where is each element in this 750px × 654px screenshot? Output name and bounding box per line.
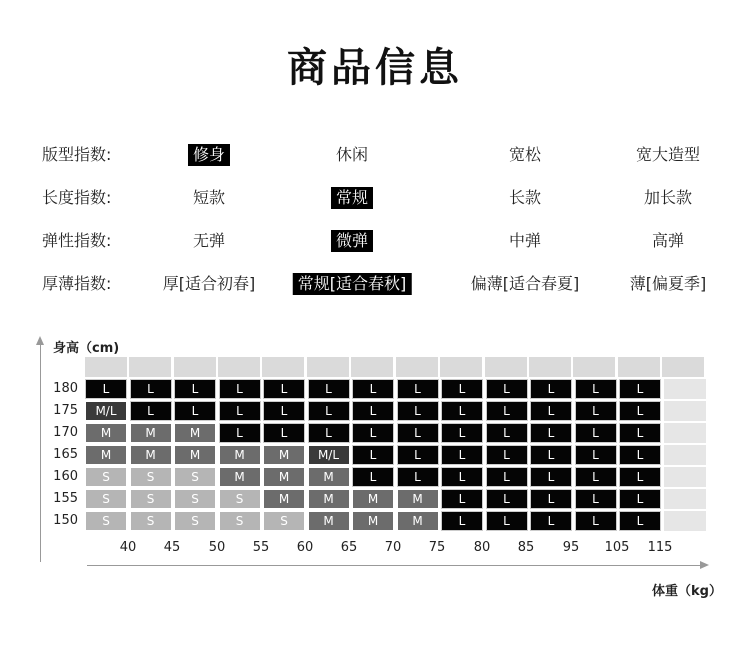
chart-padding-cell [664, 467, 706, 487]
size-cell: S [130, 467, 172, 487]
weight-tick: 65 [340, 540, 358, 555]
weight-tick: 115 [647, 540, 673, 555]
height-tick: 160 [53, 469, 78, 484]
weight-tick: 40 [119, 540, 137, 555]
chart-header-cell [174, 357, 216, 377]
chart-padding-cell [664, 489, 706, 509]
attribute-option-selected: 常规[适合春秋] [293, 273, 412, 295]
x-axis-line [87, 565, 702, 566]
size-cell: M [219, 445, 261, 465]
size-cell: M [174, 423, 216, 443]
attribute-option: 长款 [508, 188, 542, 207]
attribute-label: 弹性指数: [42, 231, 112, 250]
weight-tick: 70 [384, 540, 402, 555]
chart-header-cell [351, 357, 393, 377]
size-cell: L [486, 489, 528, 509]
y-axis-arrow-icon [36, 336, 44, 345]
attribute-row [0, 142, 750, 168]
size-cell: L [352, 379, 394, 399]
size-cell: L [530, 379, 572, 399]
chart-header-cell [262, 357, 304, 377]
chart-header-cell [129, 357, 171, 377]
size-cell: S [174, 511, 216, 531]
weight-tick: 45 [163, 540, 181, 555]
size-cell: L [575, 467, 617, 487]
attribute-option-selected: 常规 [331, 187, 373, 209]
height-tick: 175 [53, 403, 78, 418]
size-cell: L [619, 467, 661, 487]
chart-padding-cell [664, 423, 706, 443]
size-cell: L [486, 467, 528, 487]
size-cell: L [575, 445, 617, 465]
height-tick: 165 [53, 447, 78, 462]
size-cell: L [263, 401, 305, 421]
size-cell: M [352, 489, 394, 509]
size-cell: L [619, 511, 661, 531]
weight-tick: 60 [296, 540, 314, 555]
weight-tick: 75 [428, 540, 446, 555]
size-cell: M [352, 511, 394, 531]
attribute-label: 版型指数: [42, 145, 112, 164]
chart-padding-cell [664, 511, 706, 531]
size-cell: S [130, 489, 172, 509]
attribute-row [0, 228, 750, 254]
attribute-row [0, 271, 750, 297]
size-cell: L [308, 379, 350, 399]
size-cell: L [619, 445, 661, 465]
attribute-option: 偏薄[适合春夏] [470, 274, 580, 293]
size-cell: M [308, 511, 350, 531]
attribute-option-selected: 修身 [188, 144, 230, 166]
chart-padding-cell [664, 401, 706, 421]
size-cell: L [397, 467, 439, 487]
height-tick: 150 [53, 513, 78, 528]
size-cell: M [219, 467, 261, 487]
size-cell: L [575, 511, 617, 531]
size-cell: L [441, 445, 483, 465]
attribute-option: 薄[偏夏季] [629, 274, 707, 293]
size-cell: L [619, 423, 661, 443]
size-cell: L [619, 401, 661, 421]
attribute-option: 无弹 [192, 231, 226, 250]
size-cell: M [85, 445, 127, 465]
y-axis-label: 身高（cm) [53, 341, 120, 356]
attribute-option: 短款 [192, 188, 226, 207]
size-cell: L [219, 379, 261, 399]
size-cell: L [441, 423, 483, 443]
size-cell: M [130, 423, 172, 443]
chart-header-cell [307, 357, 349, 377]
size-cell: S [263, 511, 305, 531]
attribute-option: 厚[适合初春] [162, 274, 256, 293]
size-cell: L [174, 401, 216, 421]
size-cell: L [263, 379, 305, 399]
attribute-option: 中弹 [508, 231, 542, 250]
size-cell: L [397, 379, 439, 399]
size-cell: L [308, 423, 350, 443]
size-cell: L [486, 511, 528, 531]
chart-header-cell [485, 357, 527, 377]
attribute-option: 高弹 [651, 231, 685, 250]
attribute-option-selected: 微弹 [331, 230, 373, 252]
height-tick: 170 [53, 425, 78, 440]
attribute-option: 休闲 [335, 145, 369, 164]
size-cell: L [575, 423, 617, 443]
size-cell: S [85, 467, 127, 487]
chart-header-cell [573, 357, 615, 377]
size-cell: S [130, 511, 172, 531]
size-cell: S [174, 489, 216, 509]
size-cell: S [174, 467, 216, 487]
attribute-option: 加长款 [643, 188, 693, 207]
weight-tick: 80 [473, 540, 491, 555]
size-cell: M [397, 511, 439, 531]
size-cell: L [486, 423, 528, 443]
size-cell: L [441, 379, 483, 399]
size-cell: L [85, 379, 127, 399]
weight-tick: 55 [252, 540, 270, 555]
size-cell: M [263, 467, 305, 487]
x-axis-arrow-icon [700, 561, 709, 569]
size-cell: M [308, 489, 350, 509]
size-cell: M [174, 445, 216, 465]
size-cell: L [530, 401, 572, 421]
chart-header-cell [85, 357, 127, 377]
size-cell: L [397, 423, 439, 443]
size-cell: L [619, 379, 661, 399]
size-cell: L [619, 489, 661, 509]
chart-header-cell [218, 357, 260, 377]
size-cell: L [397, 401, 439, 421]
size-cell: S [219, 511, 261, 531]
size-cell: L [575, 401, 617, 421]
size-cell: L [530, 445, 572, 465]
size-cell: L [575, 489, 617, 509]
size-cell: M [263, 445, 305, 465]
height-tick: 180 [53, 381, 78, 396]
size-cell: L [575, 379, 617, 399]
size-cell: S [219, 489, 261, 509]
chart-header-cell [662, 357, 704, 377]
size-cell: L [530, 511, 572, 531]
size-cell: M [130, 445, 172, 465]
size-cell: L [174, 379, 216, 399]
chart-header-cell [618, 357, 660, 377]
size-cell: L [441, 401, 483, 421]
size-cell: M/L [85, 401, 127, 421]
weight-tick: 50 [208, 540, 226, 555]
chart-padding-cell [664, 445, 706, 465]
weight-tick: 95 [562, 540, 580, 555]
size-cell: S [85, 511, 127, 531]
size-cell: M [308, 467, 350, 487]
size-cell: L [130, 379, 172, 399]
size-cell: L [352, 423, 394, 443]
size-cell: L [352, 401, 394, 421]
size-cell: M [263, 489, 305, 509]
size-cell: L [352, 445, 394, 465]
attribute-option: 宽松 [508, 145, 542, 164]
attribute-label: 厚薄指数: [42, 274, 112, 293]
size-cell: L [441, 511, 483, 531]
chart-header-cell [396, 357, 438, 377]
size-cell: S [85, 489, 127, 509]
x-axis-label: 体重（kg） [652, 584, 722, 599]
height-tick: 155 [53, 491, 78, 506]
size-cell: L [219, 401, 261, 421]
size-cell: L [441, 489, 483, 509]
size-cell: M [397, 489, 439, 509]
page-title: 商品信息 [287, 44, 463, 91]
size-cell: L [530, 467, 572, 487]
size-cell: L [486, 445, 528, 465]
size-cell: L [530, 489, 572, 509]
size-cell: L [441, 467, 483, 487]
size-cell: L [397, 445, 439, 465]
y-axis-line [40, 344, 41, 562]
weight-tick: 105 [604, 540, 630, 555]
chart-header-cell [440, 357, 482, 377]
size-cell: M [85, 423, 127, 443]
size-cell: L [130, 401, 172, 421]
size-cell: L [486, 379, 528, 399]
size-cell: L [352, 467, 394, 487]
attribute-row [0, 185, 750, 211]
attribute-option: 宽大造型 [635, 145, 701, 164]
attribute-label: 长度指数: [42, 188, 112, 207]
size-cell: L [530, 423, 572, 443]
size-cell: L [263, 423, 305, 443]
size-cell: L [219, 423, 261, 443]
weight-tick: 85 [517, 540, 535, 555]
size-cell: M/L [308, 445, 350, 465]
chart-header-cell [529, 357, 571, 377]
chart-padding-cell [664, 379, 706, 399]
size-cell: L [308, 401, 350, 421]
size-cell: L [486, 401, 528, 421]
